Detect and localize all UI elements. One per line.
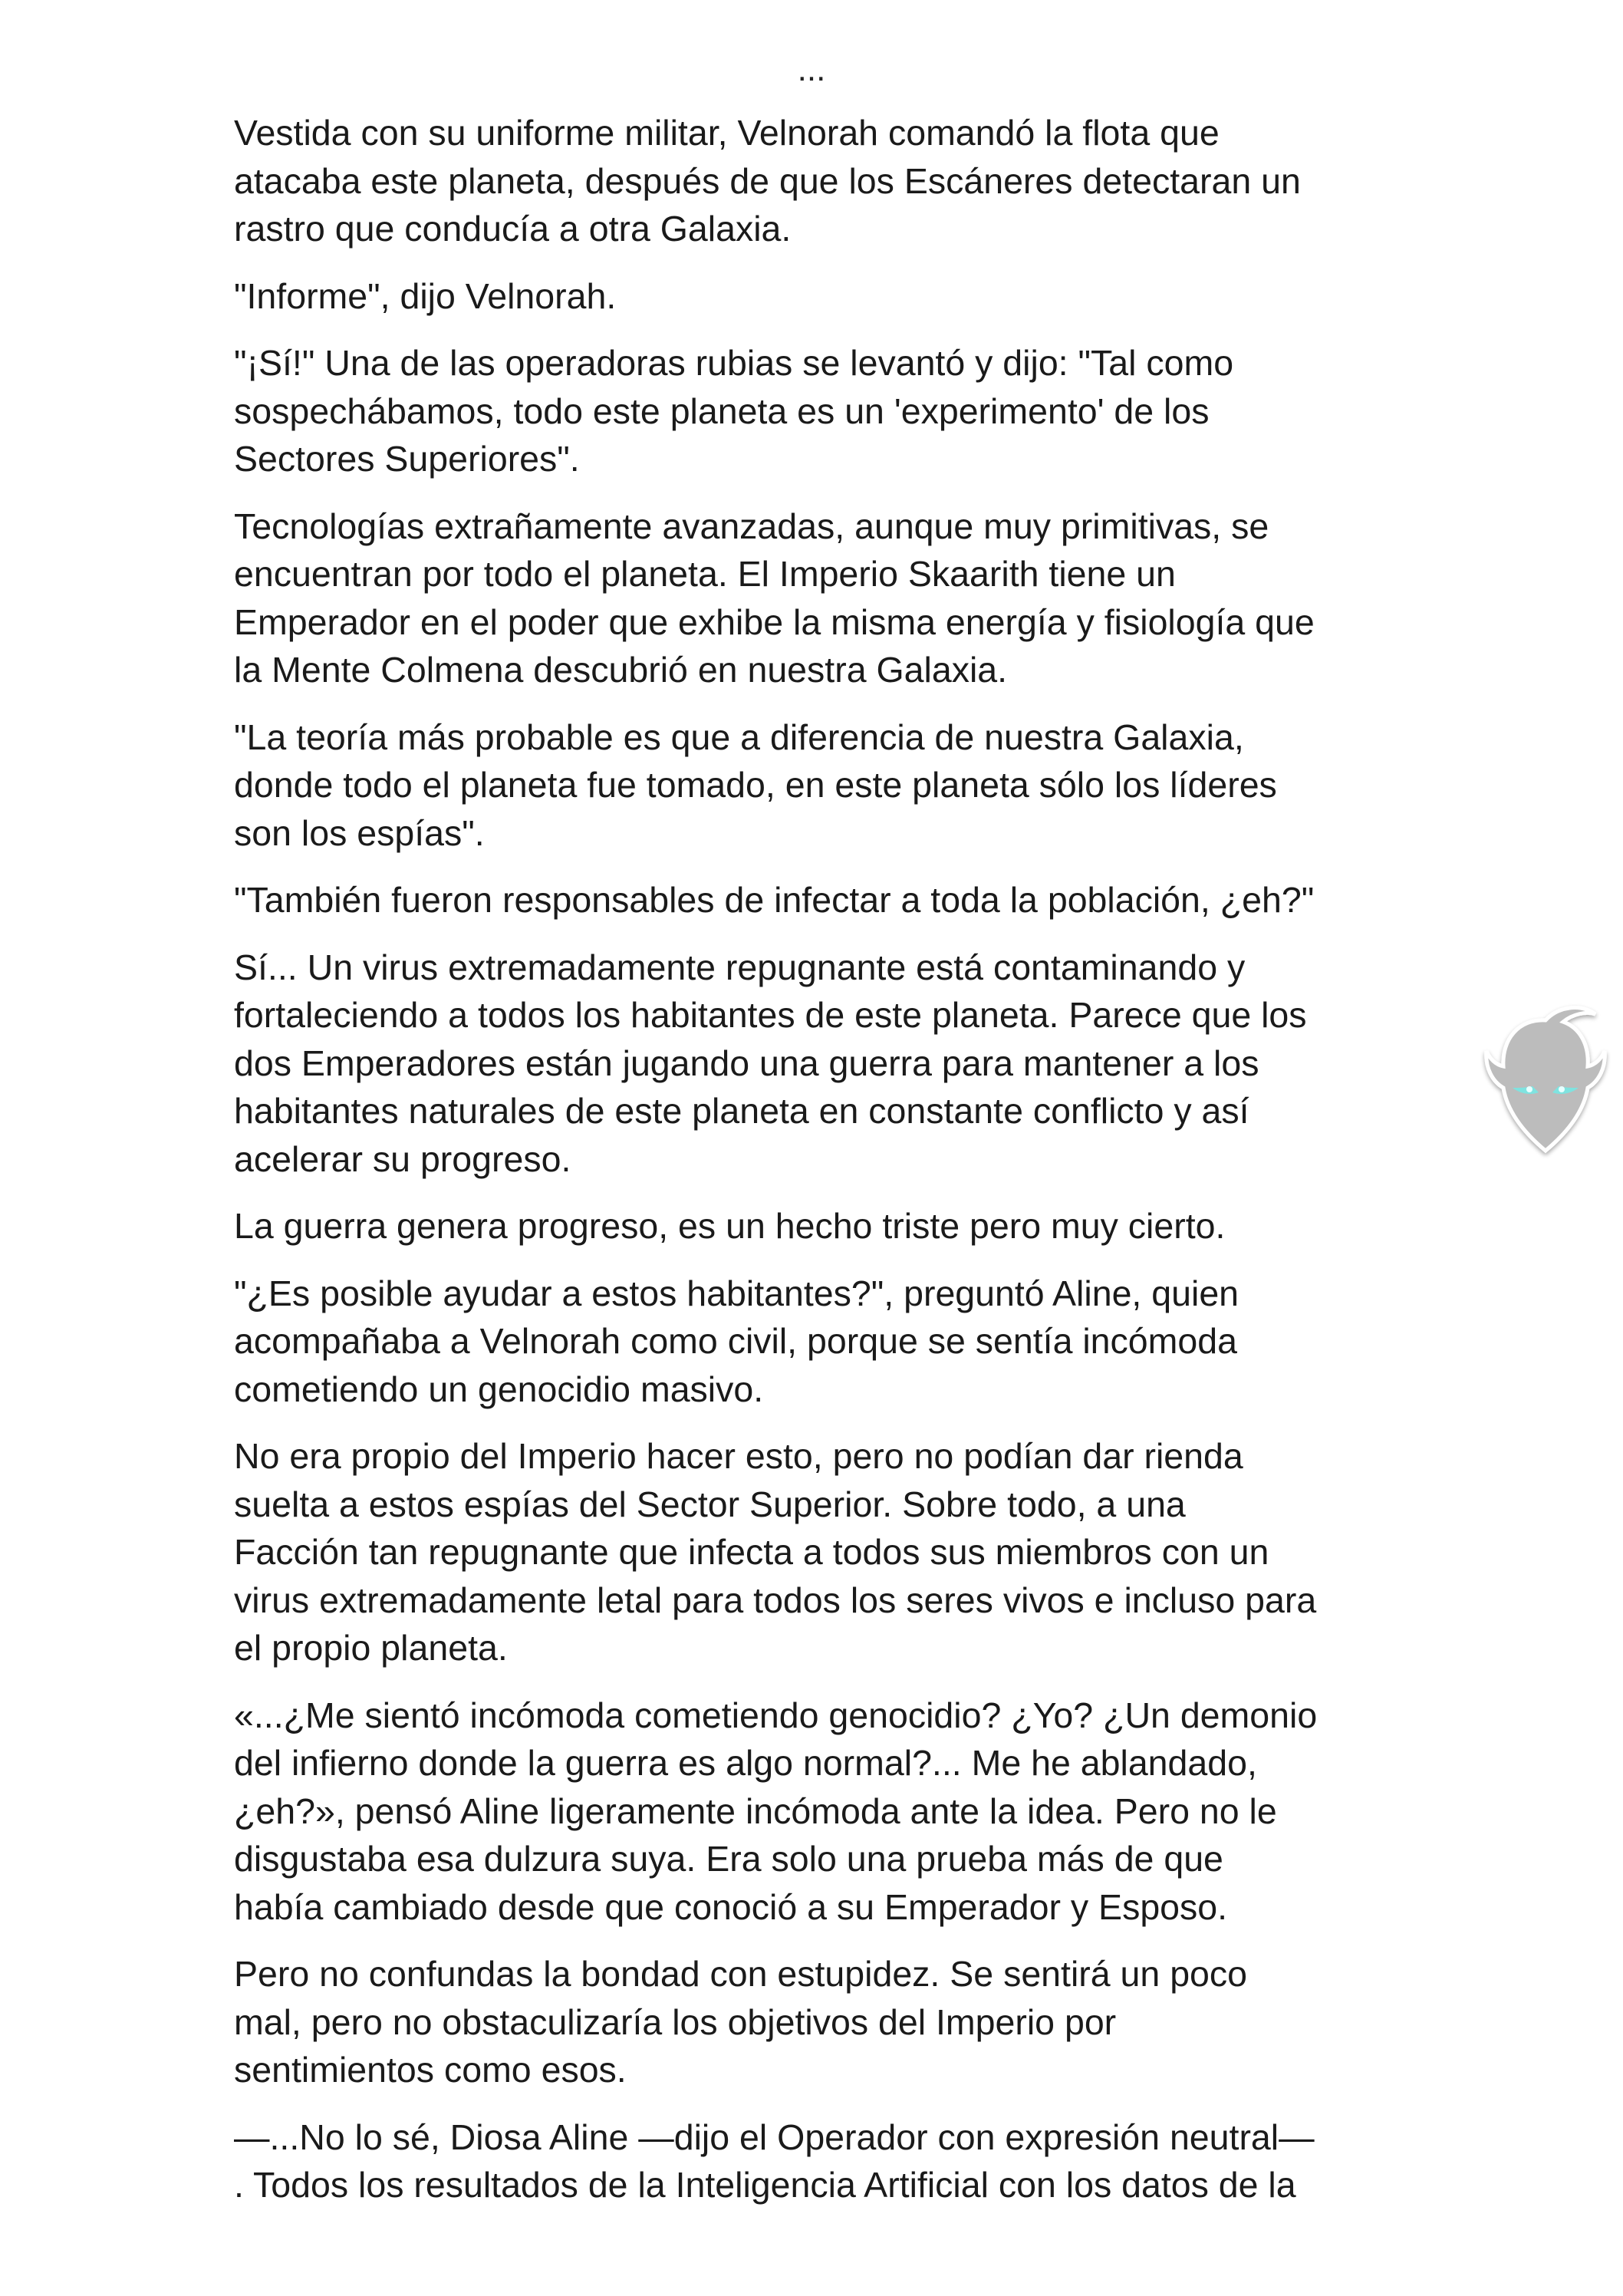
text-line: dos Emperadores están jugando una guerra para mantener a los [234,1043,1259,1083]
paragraph [234,109,1419,253]
text-line: . Todos los resultados de la Inteligencia Artificial con los datos de la [234,2165,1296,2205]
paragraph [234,502,1419,694]
paragraph [234,2113,1419,2209]
text-line: atacaba este planeta, después de que los Escáneres detectaran un [234,160,1301,201]
text-line: Tecnologías extrañamente avanzadas, aunque muy primitivas, se [234,506,1269,546]
text-line: rastro que conducía a otra Galaxia. [234,209,792,249]
text-line: virus extremadamente letal para todos los seres vivos e incluso para [234,1580,1317,1620]
paragraph [234,713,1419,858]
paragraph [234,876,1419,924]
text-line: sentimientos como esos. [234,2050,627,2090]
paragraph [234,339,1419,483]
page-continuation-marker: ... [797,51,826,88]
text-line: Sí... Un virus extremadamente repugnante está contaminando y [234,947,1246,987]
paragraph [234,944,1419,1184]
paragraph [234,1432,1419,1672]
text-line: suelta a estos espías del Sector Superior. Sobre todo, a una [234,1484,1186,1524]
paragraph [234,1202,1419,1250]
text-line: disgustaba esa dulzura suya. Era solo una prueba más de que [234,1839,1223,1879]
text-line: el propio planeta. [234,1628,508,1668]
text-line: mal, pero no obstaculizaría los objetivos del Imperio por [234,2001,1117,2042]
paragraph [234,272,1419,321]
text-line: habitantes naturales de este planeta en constante conflicto y así [234,1091,1249,1131]
text-line: Sectores Superiores". [234,439,580,479]
text-line: Facción tan repugnante que infecta a todos sus miembros con un [234,1532,1269,1572]
paragraph [234,1270,1419,1414]
text-line: "¡Sí!" Una de las operadoras rubias se levantó y dijo: "Tal como [234,343,1234,383]
paragraph [234,1950,1419,2094]
document-body [234,109,1419,2228]
text-line: acelerar su progreso. [234,1138,571,1179]
text-line: Pero no confundas la bondad con estupidez. Se sentirá un poco [234,1954,1248,1994]
text-line: donde todo el planeta fue tomado, en este planeta sólo los líderes [234,765,1277,805]
text-line: encuentran por todo el planeta. El Imperio Skaarith tiene un [234,554,1176,594]
text-line: Vestida con su uniforme militar, Velnorah comandó la flota que [234,113,1220,153]
text-line: sospechábamos, todo este planeta es un 'experimento' de los [234,390,1210,431]
demon-head-watermark-icon [1473,997,1618,1166]
text-line: "Informe", dijo Velnorah. [234,275,617,316]
text-line: son los espías". [234,812,485,853]
text-line: fortaleciendo a todos los habitantes de este planeta. Parece que los [234,995,1307,1035]
text-line: la Mente Colmena descubrió en nuestra Galaxia. [234,650,1008,690]
text-line: "La teoría más probable es que a diferencia de nuestra Galaxia, [234,716,1244,757]
text-line: —...No lo sé, Diosa Aline —dijo el Operador con expresión neutral— [234,2116,1315,2157]
text-line: No era propio del Imperio hacer esto, pero no podían dar rienda [234,1436,1243,1476]
text-line: había cambiado desde que conoció a su Emperador y Esposo. [234,1886,1228,1927]
text-line: ¿eh?», pensó Aline ligeramente incómoda ante la idea. Pero no le [234,1790,1277,1831]
text-line: "También fueron responsables de infectar a toda la población, ¿eh?" [234,880,1315,920]
text-line: acompañaba a Velnorah como civil, porque se sentía incómoda [234,1321,1237,1361]
text-line: La guerra genera progreso, es un hecho triste pero muy cierto. [234,1206,1226,1246]
text-line: cometiendo un genocidio masivo. [234,1369,764,1409]
text-line: "¿Es posible ayudar a estos habitantes?", preguntó Aline, quien [234,1273,1239,1313]
text-line: del infierno donde la guerra es algo normal?... Me he ablandado, [234,1743,1257,1783]
paragraph [234,1692,1419,1932]
text-line: «...¿Me sientó incómoda cometiendo genocidio? ¿Yo? ¿Un demonio [234,1695,1318,1735]
text-line: Emperador en el poder que exhibe la misma energía y fisiología que [234,601,1315,642]
